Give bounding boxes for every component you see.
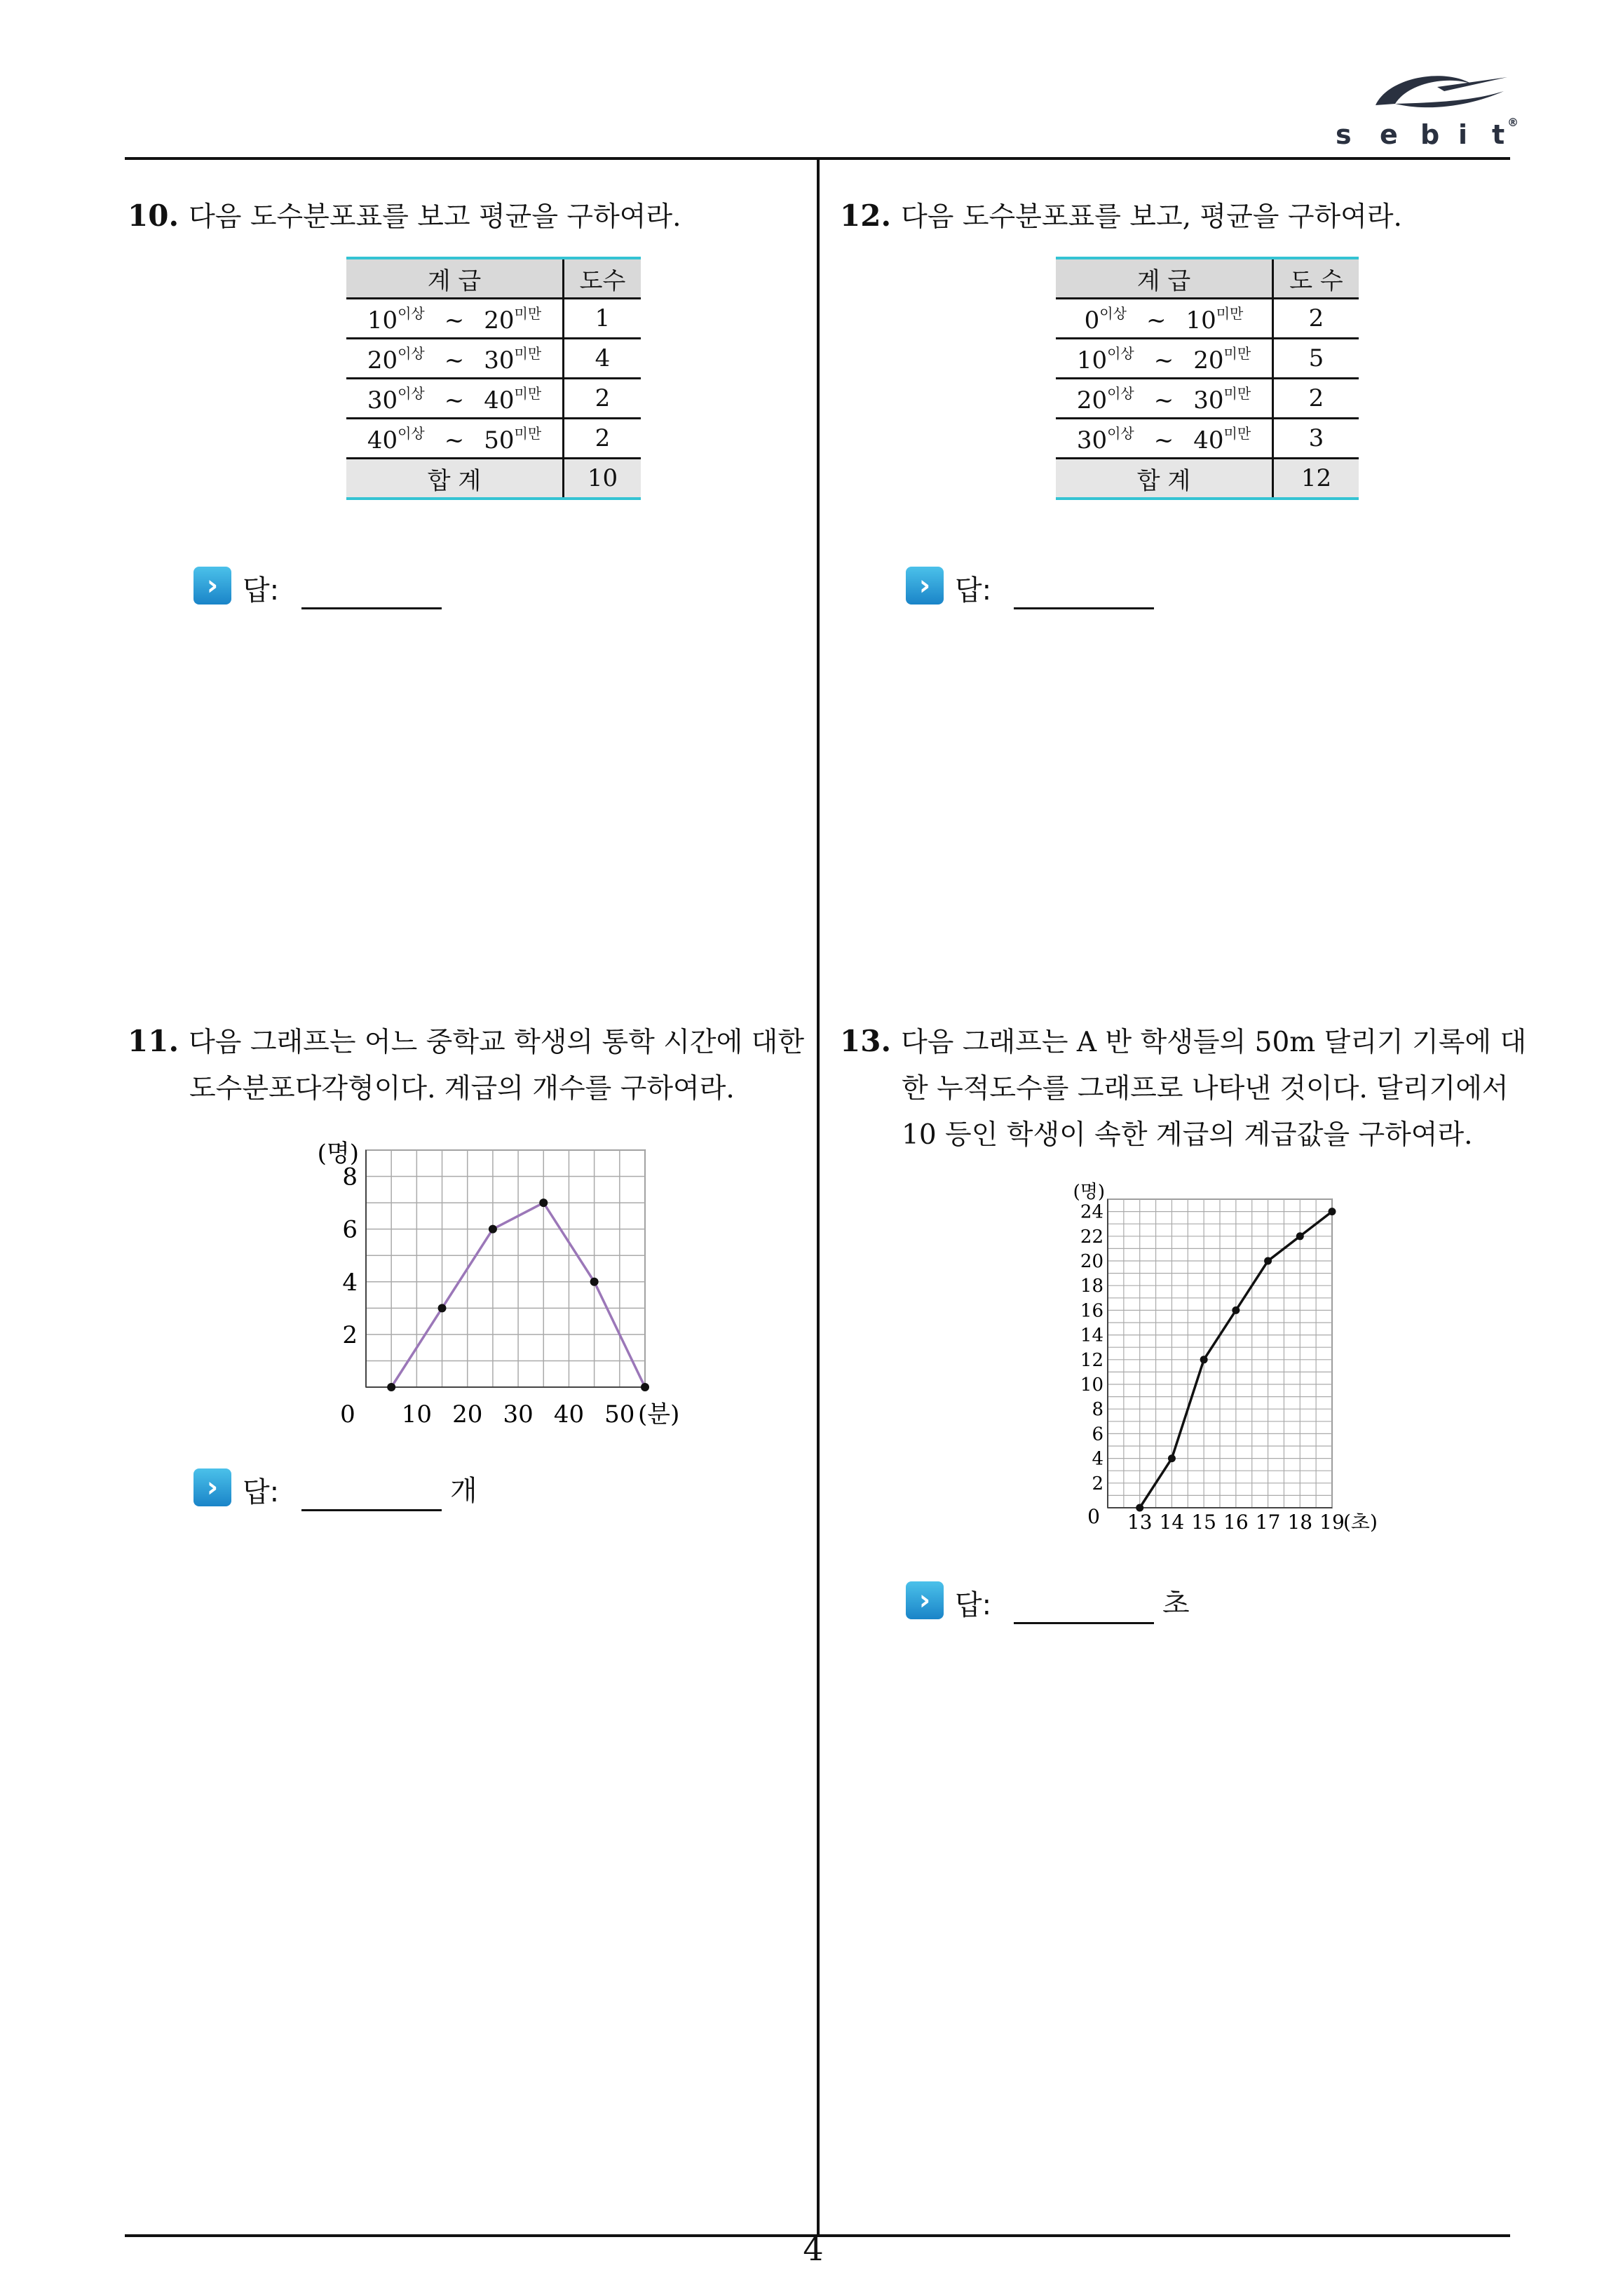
logo-letter: s xyxy=(1336,119,1352,150)
column-divider xyxy=(817,160,820,2236)
x-tick-label: 40 xyxy=(553,1400,585,1429)
answer-label: 답: xyxy=(243,574,280,607)
answer-blank[interactable] xyxy=(1014,1622,1154,1624)
data-point xyxy=(539,1198,548,1207)
y-tick-label: 18 xyxy=(1080,1276,1103,1297)
x-tick-label: 10 xyxy=(401,1400,432,1429)
table-row: $40^{이상}$ ~ $50^{미만}$ 2 xyxy=(346,419,641,459)
y-tick-label: 6 xyxy=(342,1215,358,1244)
header-class: 계 급 xyxy=(346,258,564,299)
table-row: $10^{이상}$ ~ $20^{미만}$ 5 xyxy=(1056,339,1359,379)
x-tick-label: 17 xyxy=(1255,1511,1281,1534)
origin-label: 0 xyxy=(1087,1505,1100,1528)
cumulative-frequency-chart xyxy=(1052,1182,1378,1534)
problem-number: 11. xyxy=(128,1024,179,1058)
y-tick-label: 4 xyxy=(342,1268,358,1297)
answer-blank[interactable] xyxy=(301,607,442,609)
problem-text: 다음 도수분포표를 보고, 평균을 구하여라. xyxy=(901,201,1402,233)
y-tick-label: 2 xyxy=(1092,1473,1103,1494)
x-tick-label: 13 xyxy=(1127,1511,1153,1534)
data-point xyxy=(489,1225,497,1234)
problem-text-line1: 다음 그래프는 어느 중학교 학생의 통학 시간에 대한 xyxy=(189,1027,805,1058)
data-point xyxy=(1232,1306,1240,1314)
origin-label: 0 xyxy=(340,1400,355,1429)
y-tick-label: 22 xyxy=(1080,1226,1103,1248)
problem-text-line2: 한 누적도수를 그래프로 나타낸 것이다. 달리기에서 xyxy=(902,1073,1509,1105)
data-point xyxy=(1168,1454,1176,1462)
logo-registered-mark: ® xyxy=(1507,116,1519,129)
table-row: $30^{이상}$ ~ $40^{미만}$ 3 xyxy=(1056,419,1359,459)
x-tick-label: 19 xyxy=(1319,1511,1345,1534)
chevron-right-icon: › xyxy=(193,1468,231,1506)
problem-number: 10. xyxy=(128,198,179,233)
frequency-table-12 xyxy=(1056,257,1359,500)
data-point xyxy=(1296,1232,1304,1240)
y-axis-label: (명) xyxy=(1073,1182,1105,1203)
problem-10 xyxy=(128,193,681,241)
chevron-right-icon: › xyxy=(906,1581,944,1619)
problem-text: 다음 도수분포표를 보고 평균을 구하여라. xyxy=(189,201,681,233)
data-point xyxy=(641,1383,649,1391)
answer-label: 답: xyxy=(955,574,992,607)
data-point xyxy=(387,1383,395,1391)
sebit-logo-mark-icon xyxy=(1367,63,1514,119)
y-tick-label: 20 xyxy=(1080,1251,1103,1272)
table-row: $30^{이상}$ ~ $40^{미만}$ 2 xyxy=(346,379,641,419)
x-axis-label: (초) xyxy=(1343,1511,1378,1534)
y-axis-label: (명) xyxy=(317,1140,359,1168)
y-tick-label: 8 xyxy=(1092,1399,1103,1421)
frequency-polygon-chart xyxy=(308,1129,687,1429)
logo-letter: i xyxy=(1458,119,1468,150)
header-frequency: 도수 xyxy=(564,258,641,299)
problem-13 xyxy=(840,1018,1526,1159)
table-row: $20^{이상}$ ~ $30^{미만}$ 4 xyxy=(346,339,641,379)
x-tick-label: 16 xyxy=(1223,1511,1249,1534)
y-tick-label: 16 xyxy=(1080,1300,1103,1322)
x-tick-label: 18 xyxy=(1287,1511,1313,1534)
answer-unit: 개 xyxy=(450,1475,477,1507)
answer-label: 답: xyxy=(243,1476,280,1508)
y-tick-label: 14 xyxy=(1080,1325,1103,1346)
logo-letter: b xyxy=(1420,119,1440,150)
x-tick-label: 15 xyxy=(1191,1511,1216,1534)
problem-text-line2: 도수분포다각형이다. 계급의 개수를 구하여라. xyxy=(189,1073,735,1105)
table-total-row: 합 계 10 xyxy=(346,459,641,499)
logo-letter: e xyxy=(1380,119,1398,150)
answer-unit: 초 xyxy=(1162,1588,1190,1620)
table-row: $20^{이상}$ ~ $30^{미만}$ 2 xyxy=(1056,379,1359,419)
table-row: $10^{이상}$ ~ $20^{미만}$ 1 xyxy=(346,299,641,339)
answer-blank[interactable] xyxy=(1014,607,1154,609)
x-tick-label: 20 xyxy=(452,1400,483,1429)
plot-frame xyxy=(366,1150,645,1387)
data-point xyxy=(590,1278,599,1286)
problem-number: 12. xyxy=(840,198,892,233)
y-tick-label: 10 xyxy=(1080,1375,1103,1396)
y-tick-label: 12 xyxy=(1080,1349,1103,1371)
y-tick-label: 4 xyxy=(1092,1448,1103,1470)
header-class: 계 급 xyxy=(1056,258,1273,299)
table-total-row: 합 계 12 xyxy=(1056,459,1359,499)
problem-12 xyxy=(840,193,1402,241)
page-number: 4 xyxy=(803,2230,824,2268)
data-point xyxy=(438,1304,447,1312)
data-point xyxy=(1264,1257,1272,1265)
problem-text-line1: 다음 그래프는 A 반 학생들의 50m 달리기 기록에 대 xyxy=(901,1027,1527,1058)
problem-text-line3: 10 등인 학생이 속한 계급의 계급값을 구하여라. xyxy=(902,1119,1473,1151)
frequency-table-10 xyxy=(346,257,641,500)
y-tick-label: 24 xyxy=(1080,1201,1103,1223)
data-point xyxy=(1200,1356,1208,1363)
answer-label: 답: xyxy=(955,1589,992,1621)
x-tick-label: 30 xyxy=(503,1400,534,1429)
chevron-right-icon: › xyxy=(906,567,944,605)
logo-letter: t xyxy=(1492,119,1505,150)
problem-number: 13. xyxy=(840,1024,892,1058)
y-tick-label: 8 xyxy=(342,1163,358,1191)
y-tick-label: 6 xyxy=(1092,1424,1103,1445)
x-axis-label: (분) xyxy=(638,1400,680,1429)
answer-blank[interactable] xyxy=(301,1509,442,1511)
x-tick-label: 50 xyxy=(604,1400,635,1429)
y-tick-label: 2 xyxy=(342,1321,358,1349)
chevron-right-icon: › xyxy=(193,567,231,605)
data-point xyxy=(1329,1208,1336,1215)
x-tick-label: 14 xyxy=(1159,1511,1185,1534)
table-row: $0^{이상}$ ~ $10^{미만}$ 2 xyxy=(1056,299,1359,339)
problem-11 xyxy=(128,1018,804,1112)
header-frequency: 도 수 xyxy=(1273,258,1359,299)
